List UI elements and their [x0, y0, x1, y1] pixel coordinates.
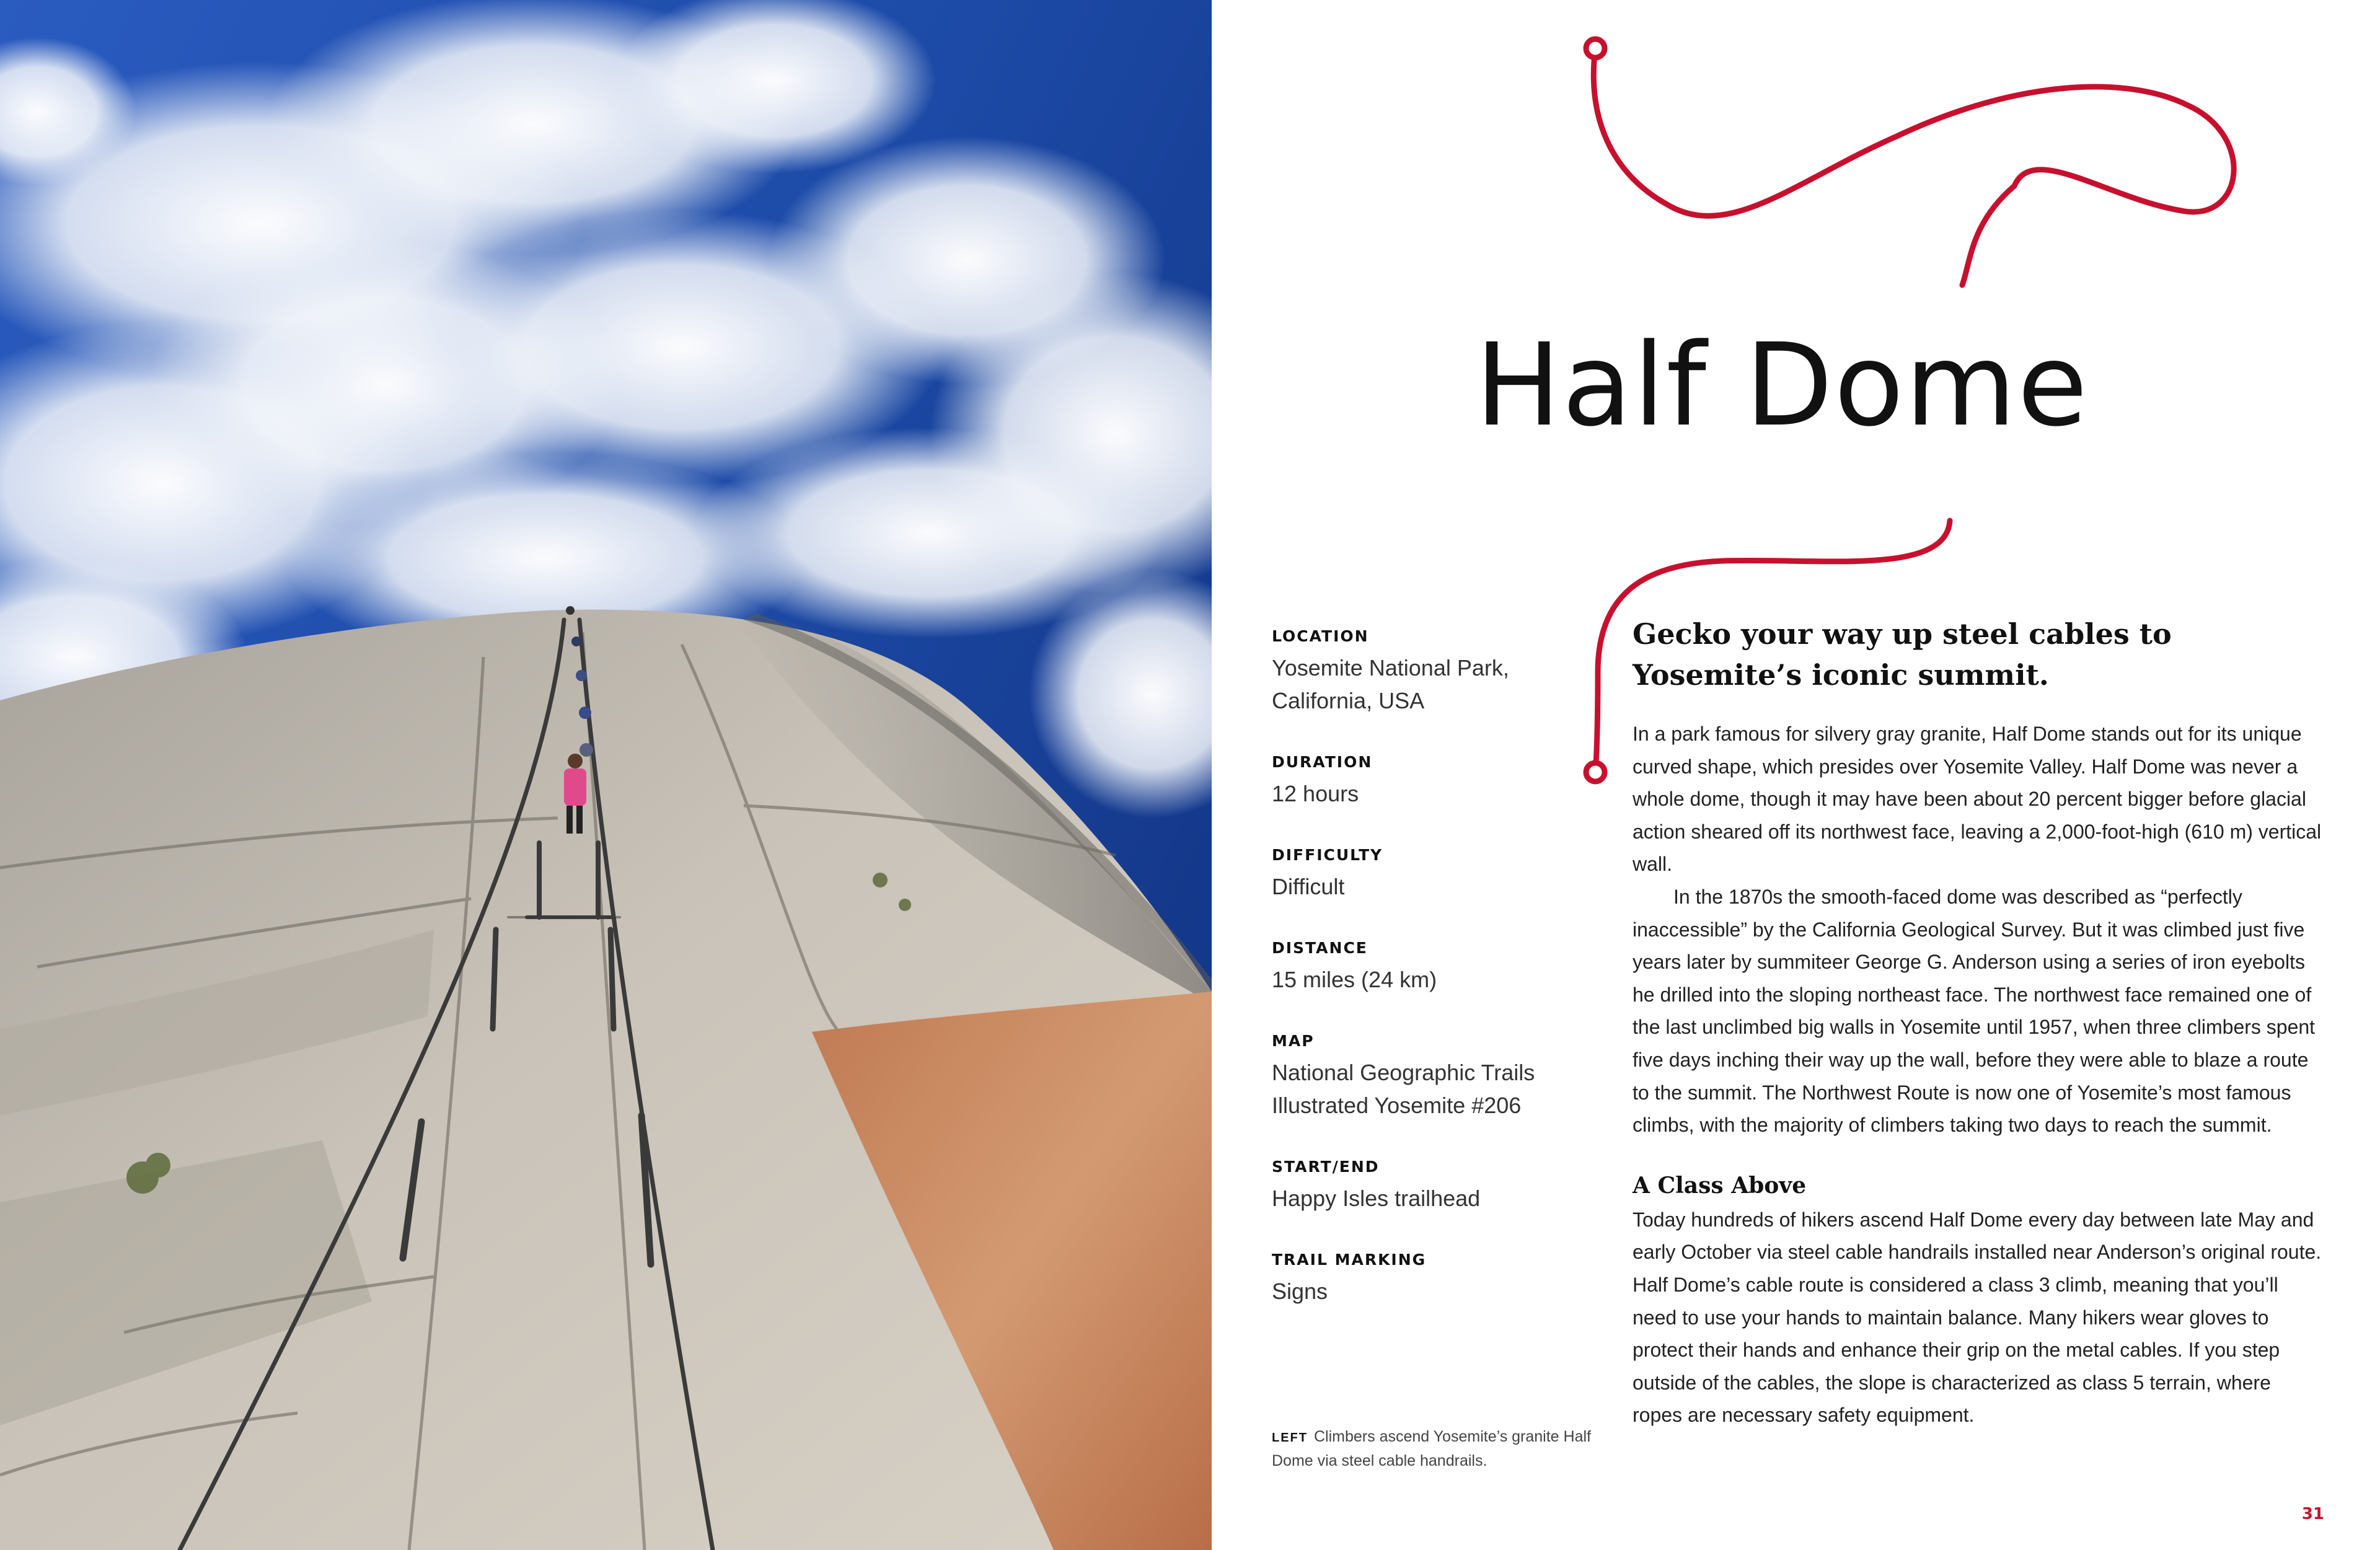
fact-label: DURATION: [1272, 753, 1373, 771]
fact-label: TRAIL MARKING: [1272, 1251, 1427, 1269]
fact-start-end: [1272, 1158, 1594, 1215]
page-title: Half Dome: [1475, 319, 2089, 452]
fact-value: Signs: [1272, 1279, 1328, 1304]
trail-facts: [1272, 627, 1594, 1344]
fact-trail-marking: [1272, 1251, 1594, 1308]
fact-value: 15 miles (24 km): [1272, 967, 1437, 992]
fact-difficulty: [1272, 846, 1594, 903]
page-number: 31: [2301, 1505, 2324, 1523]
section-subhead: A Class Above: [1633, 1172, 1807, 1199]
article-body: [1633, 614, 2324, 1432]
fact-value: 12 hours: [1272, 781, 1359, 806]
paragraph-3: Today hundreds of hikers ascend Half Dome every day between late May and early October via steel cable handrails installed near Anderson’s original route. Half Dome’s cable route is considered a class 3 climb, meaning that you’ll need to use your hands to maintain balance. Many hikers wear gloves to protect their hands and enhance their grip on the metal cables. If you step outside of the cables, the slope is characterized as class 5 terrain, where ropes are necessary safety equipment.: [1633, 1208, 2322, 1427]
fact-value: Yosemite National Park, California, USA: [1272, 655, 1509, 713]
fact-map: [1272, 1032, 1594, 1122]
fact-label: DIFFICULTY: [1272, 846, 1383, 864]
fact-label: MAP: [1272, 1032, 1315, 1050]
fact-location: [1272, 627, 1594, 717]
article-deck: Gecko your way up steel cables to Yosemite’s iconic summit.: [1633, 617, 2172, 692]
fact-value: National Geographic Trails Illustrated Yosemite #206: [1272, 1060, 1535, 1118]
fact-value: Difficult: [1272, 874, 1345, 899]
photo-caption: [1272, 1425, 1594, 1473]
fact-label: START/END: [1272, 1158, 1380, 1176]
fact-label: DISTANCE: [1272, 939, 1368, 957]
paragraph-1: In a park famous for silvery gray granite, Half Dome stands out for its unique curved shape, which presides over Yosemite Valley. Half Dome was never a whole dome, though it may have been about 20 percent bigger before glacial action sheared off its northwest face, leaving a 2,000-foot-high (610 m) vertical wall.: [1633, 723, 2322, 876]
paragraph-2: In the 1870s the smooth-faced dome was described as “perfectly inaccessible” by the California Geological Survey. But it was climbed just five years later by summiteer George G. Anderson using a series of iron eyebolts he drilled into the sloping northeast face. The northwest face remained one of the last unclimbed big walls in Yosemite until 1957, when three climbers spent five days inching their way up the wall, before they were able to blaze a route to the summit. The Northwest Route is now one of Yosemite’s most famous climbs, with the majority of climbers taking two days to reach the summit.: [1633, 885, 2316, 1137]
fact-distance: [1272, 939, 1594, 996]
fact-label: LOCATION: [1272, 627, 1369, 645]
caption-text: Climbers ascend Yosemite’s granite Half Dome via steel cable handrails.: [1272, 1428, 1591, 1469]
fact-value: Happy Isles trailhead: [1272, 1186, 1481, 1211]
fact-duration: [1272, 753, 1594, 810]
caption-tag: LEFT: [1272, 1431, 1308, 1445]
